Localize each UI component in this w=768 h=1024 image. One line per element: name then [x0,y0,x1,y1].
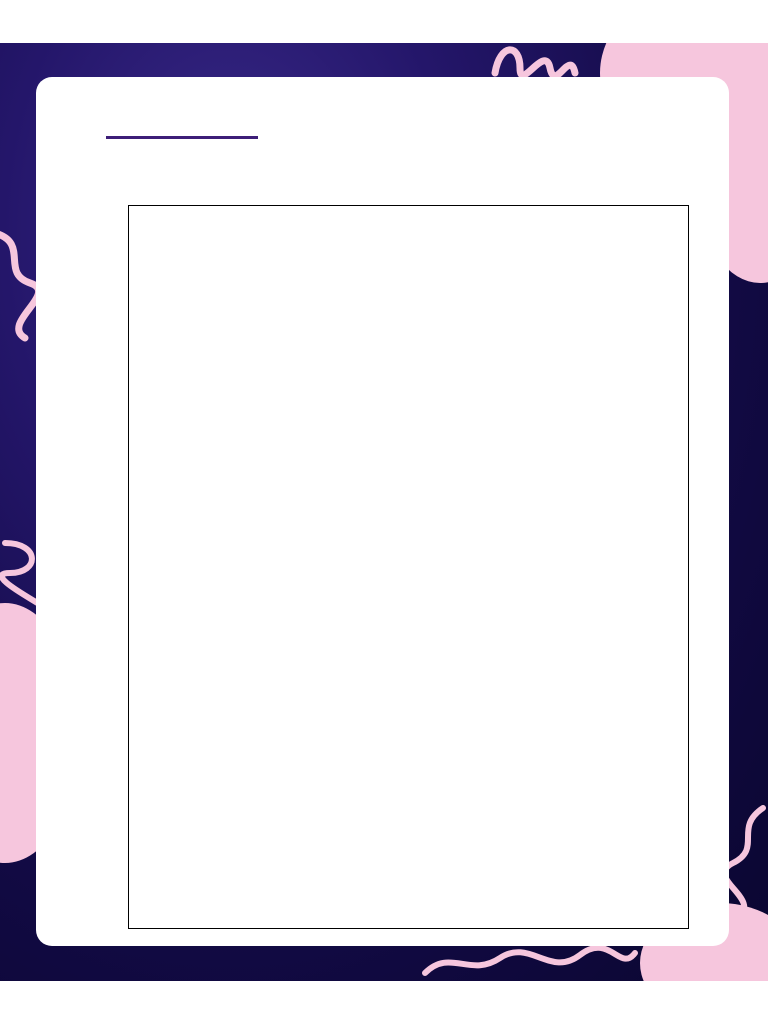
pink-swirl-right [728,803,768,923]
pink-swirl-top [490,43,580,78]
schedule-grid [128,205,689,929]
day-header-row [129,162,689,184]
pink-swirl-bottom [420,943,640,981]
title-underline [106,136,258,139]
